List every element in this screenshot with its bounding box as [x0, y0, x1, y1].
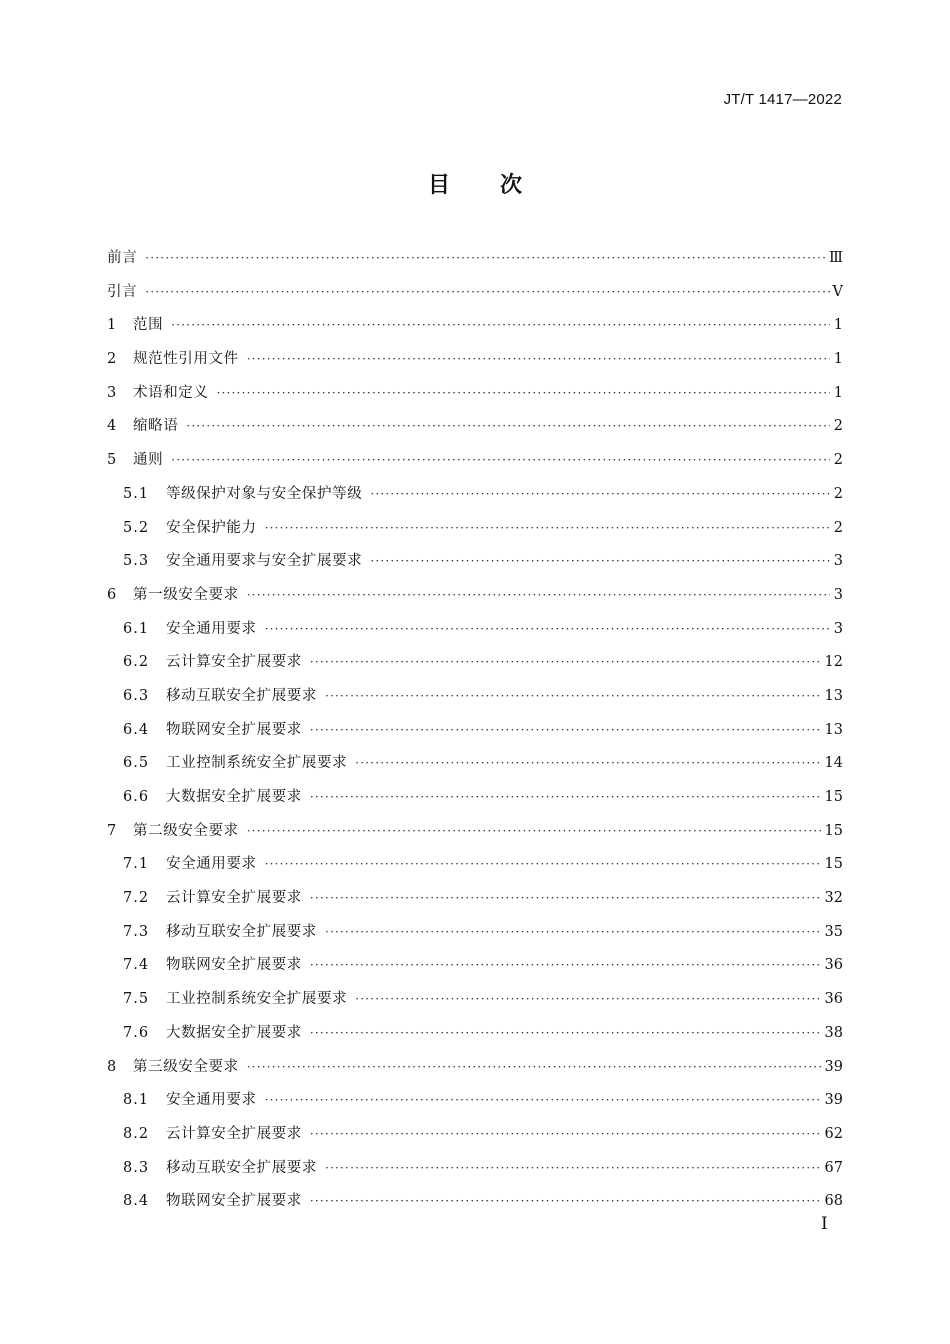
toc-entry-number: 7.3	[123, 923, 150, 940]
toc-entry-label: 安全通用要求	[166, 856, 257, 873]
toc-title-part1: 目	[427, 173, 450, 198]
toc-entry-page: 2	[833, 452, 843, 469]
toc-leader-dots	[247, 1051, 822, 1085]
toc-entry[interactable]	[107, 343, 843, 377]
toc-entry-label: 物联网安全扩展要求	[166, 1193, 302, 1210]
toc-entry-page: 35	[824, 923, 843, 940]
toc-entry-page: 2	[833, 485, 843, 502]
toc-leader-dots	[171, 444, 830, 478]
toc-entry-label: 范围	[133, 317, 164, 334]
toc-entry[interactable]	[107, 377, 843, 411]
toc-leader-dots	[265, 1084, 822, 1118]
toc-entry-number: 7.2	[123, 890, 150, 907]
toc-entry-page: 2	[833, 418, 843, 435]
toc-entry[interactable]	[107, 714, 843, 748]
toc-entry-number: 5.3	[123, 553, 150, 570]
toc-entry-label: 物联网安全扩展要求	[166, 957, 302, 974]
toc-entry-number: 8.3	[123, 1159, 150, 1176]
toc-entry-label: 安全通用要求	[166, 620, 257, 637]
toc-entry-label: 移动互联安全扩展要求	[166, 687, 317, 704]
toc-entry[interactable]	[107, 444, 843, 478]
toc-entry[interactable]	[107, 579, 843, 613]
toc-entry-label: 术语和定义	[133, 384, 209, 401]
toc-entry-number: 6.2	[123, 654, 150, 671]
toc-entry-label: 通则	[133, 452, 164, 469]
toc-entry[interactable]	[107, 1118, 843, 1152]
toc-entry-page: 12	[824, 654, 843, 671]
toc-entry-page: Ⅴ	[832, 283, 843, 300]
toc-entry-page: Ⅲ	[829, 250, 843, 266]
toc-leader-dots	[310, 781, 822, 815]
toc-entry-label: 安全通用要求与安全扩展要求	[166, 553, 363, 570]
toc-entry-number: 7.4	[123, 957, 150, 974]
toc-entry-page: 38	[824, 1024, 843, 1041]
toc-entry-label: 第三级安全要求	[133, 1058, 239, 1075]
toc-entry-page: 62	[824, 1125, 843, 1142]
toc-entry[interactable]	[107, 1084, 843, 1118]
toc-entry[interactable]	[107, 882, 843, 916]
toc-entry-label: 安全通用要求	[166, 1092, 257, 1109]
toc-entry-page: 68	[824, 1193, 843, 1210]
toc-leader-dots	[310, 882, 822, 916]
toc-entry-page: 14	[824, 755, 843, 772]
toc-entry-page: 3	[833, 586, 843, 603]
toc-title	[0, 168, 950, 199]
toc-title-part2: 次	[500, 173, 523, 198]
toc-leader-dots	[265, 848, 822, 882]
toc-entry-label: 第二级安全要求	[133, 822, 239, 839]
toc-entry-page: 32	[824, 890, 843, 907]
toc-entry[interactable]	[107, 309, 843, 343]
toc-leader-dots	[310, 1185, 822, 1219]
toc-entry-label: 引言	[107, 283, 138, 300]
toc-entry[interactable]	[107, 276, 843, 310]
toc-leader-dots	[145, 242, 826, 276]
toc-entry-number: 8.1	[123, 1092, 150, 1109]
toc-entry[interactable]	[107, 410, 843, 444]
toc-entry-number: 2	[107, 351, 117, 368]
toc-leader-dots	[247, 343, 830, 377]
toc-entry-label: 云计算安全扩展要求	[166, 890, 302, 907]
toc-entry-number: 7	[107, 822, 117, 839]
toc-entry-label: 规范性引用文件	[133, 351, 239, 368]
toc-entry-page: 67	[824, 1159, 843, 1176]
toc-entry-label: 移动互联安全扩展要求	[166, 1159, 317, 1176]
toc-entry-number: 6.5	[123, 755, 150, 772]
toc-entry-page: 1	[833, 351, 843, 368]
toc-entry[interactable]	[107, 1152, 843, 1186]
toc-entry-page: 13	[824, 687, 843, 704]
toc-entry-number: 7.6	[123, 1024, 150, 1041]
toc-leader-dots	[310, 1017, 822, 1051]
toc-entry-page: 36	[824, 957, 843, 974]
toc-entry-label: 安全保护能力	[166, 519, 257, 536]
toc-entry[interactable]	[107, 1185, 843, 1219]
toc-entry[interactable]	[107, 1051, 843, 1085]
toc-entry[interactable]	[107, 781, 843, 815]
toc-entry[interactable]	[107, 1017, 843, 1051]
toc-leader-dots	[186, 410, 830, 444]
toc-entry[interactable]	[107, 848, 843, 882]
toc-entry-page: 15	[824, 856, 843, 873]
toc-entry-page: 15	[824, 789, 843, 805]
toc-leader-dots	[355, 747, 821, 781]
toc-entry[interactable]	[107, 512, 843, 546]
toc-leader-dots	[325, 1152, 822, 1186]
toc-entry-number: 3	[107, 384, 117, 401]
toc-entry-page: 15	[824, 822, 843, 839]
toc-leader-dots	[370, 545, 830, 579]
toc-entry[interactable]	[107, 613, 843, 647]
toc-entry[interactable]	[107, 747, 843, 781]
toc-entry-page: 1	[833, 384, 843, 401]
toc-entry-label: 缩略语	[133, 418, 179, 435]
toc-entry-label: 大数据安全扩展要求	[166, 789, 302, 805]
toc-entry-label: 大数据安全扩展要求	[166, 1024, 302, 1041]
toc-entry-number: 5	[107, 452, 117, 469]
toc-entry-page: 36	[824, 991, 843, 1008]
toc-entry-number: 6.1	[123, 620, 150, 637]
toc-entry-number: 7.1	[123, 856, 150, 873]
toc-entry[interactable]	[107, 916, 843, 950]
toc-list	[107, 242, 843, 1219]
toc-leader-dots	[247, 579, 830, 613]
toc-entry-number: 8.4	[123, 1193, 150, 1210]
toc-leader-dots	[265, 613, 830, 647]
page-number: I	[821, 1214, 828, 1234]
toc-entry-page: 1	[833, 317, 843, 334]
toc-entry-label: 物联网安全扩展要求	[166, 721, 302, 738]
toc-entry-label: 工业控制系统安全扩展要求	[166, 991, 348, 1008]
toc-entry[interactable]	[107, 646, 843, 680]
toc-entry[interactable]	[107, 242, 843, 276]
toc-entry-label: 工业控制系统安全扩展要求	[166, 755, 348, 772]
toc-entry-number: 1	[107, 317, 117, 334]
toc-leader-dots	[310, 949, 822, 983]
toc-entry-number: 5.2	[123, 519, 150, 536]
toc-entry[interactable]	[107, 949, 843, 983]
toc-entry-number: 6.3	[123, 687, 150, 704]
toc-entry-number: 8	[107, 1058, 117, 1075]
toc-entry[interactable]	[107, 815, 843, 849]
toc-entry-page: 2	[833, 519, 843, 536]
toc-leader-dots	[145, 276, 829, 310]
toc-entry-label: 移动互联安全扩展要求	[166, 923, 317, 940]
toc-entry-label: 等级保护对象与安全保护等级	[166, 485, 363, 502]
toc-entry-number: 6.4	[123, 721, 150, 738]
toc-leader-dots	[217, 377, 831, 411]
toc-leader-dots	[325, 680, 822, 714]
toc-entry-number: 6.6	[123, 789, 150, 805]
toc-entry-number: 4	[107, 418, 117, 435]
toc-entry-number: 7.5	[123, 991, 150, 1008]
toc-entry-number: 8.2	[123, 1125, 150, 1142]
toc-entry-page: 13	[824, 721, 843, 738]
toc-leader-dots	[247, 815, 822, 849]
toc-leader-dots	[325, 916, 822, 950]
toc-entry-page: 39	[824, 1058, 843, 1075]
toc-entry-label: 云计算安全扩展要求	[166, 654, 302, 671]
toc-entry-number: 6	[107, 586, 117, 603]
toc-leader-dots	[310, 1118, 822, 1152]
toc-entry[interactable]	[107, 680, 843, 714]
toc-entry-label: 云计算安全扩展要求	[166, 1125, 302, 1142]
toc-entry[interactable]	[107, 545, 843, 579]
toc-entry-page: 3	[833, 553, 843, 570]
toc-leader-dots	[310, 646, 822, 680]
toc-entry[interactable]	[107, 983, 843, 1017]
toc-entry-label: 第一级安全要求	[133, 586, 239, 603]
toc-leader-dots	[171, 309, 830, 343]
toc-entry-number: 5.1	[123, 485, 150, 502]
toc-entry-label: 前言	[107, 250, 138, 266]
toc-entry-page: 3	[833, 620, 843, 637]
toc-leader-dots	[355, 983, 821, 1017]
standard-code: JT/T 1417—2022	[723, 91, 842, 108]
toc-leader-dots	[310, 714, 822, 748]
toc-entry[interactable]	[107, 478, 843, 512]
toc-leader-dots	[370, 478, 830, 512]
toc-entry-page: 39	[824, 1092, 843, 1109]
toc-leader-dots	[265, 512, 830, 546]
